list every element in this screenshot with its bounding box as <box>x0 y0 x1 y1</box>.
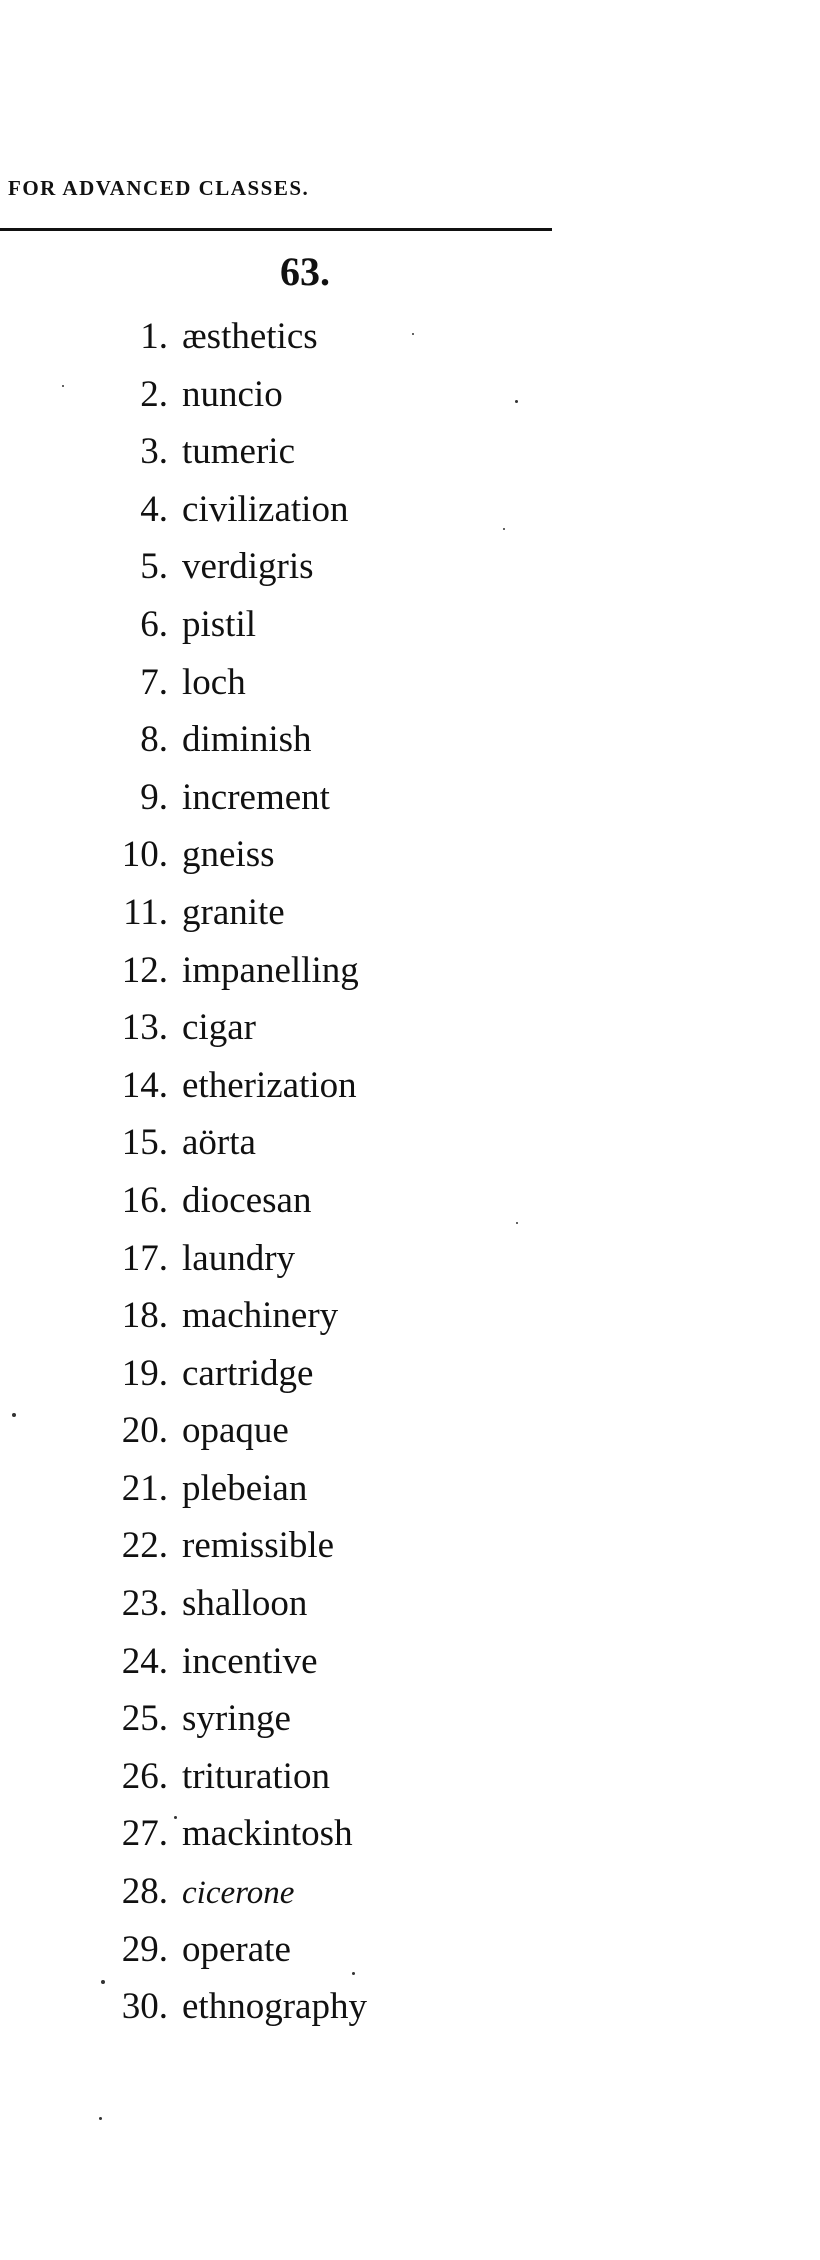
spelling-word: increment <box>182 776 330 818</box>
spelling-word: ethnography <box>182 1986 367 2028</box>
lesson-number: 63. <box>280 249 330 294</box>
word-list-item <box>0 366 367 424</box>
word-list-item <box>0 1057 367 1115</box>
word-number: 19. <box>121 1352 168 1394</box>
word-list-item <box>0 538 367 596</box>
spelling-word: cigar <box>182 1007 256 1049</box>
spelling-word: loch <box>182 661 246 703</box>
word-list-item <box>0 308 367 366</box>
word-number: 6. <box>140 603 168 645</box>
spelling-word: diocesan <box>182 1179 312 1221</box>
word-number: 5. <box>140 546 168 588</box>
word-list-item <box>0 1172 367 1230</box>
spelling-word: aörta <box>182 1122 256 1164</box>
spelling-word: remissible <box>182 1525 335 1567</box>
word-number: 26. <box>121 1755 168 1797</box>
word-number: 24. <box>121 1640 168 1682</box>
word-number: 14. <box>121 1064 168 1106</box>
spelling-word: tumeric <box>182 431 296 473</box>
word-list-item <box>0 1114 367 1172</box>
word-list-item <box>0 1633 367 1691</box>
spelling-word: trituration <box>182 1755 330 1797</box>
word-list-item <box>0 1517 367 1575</box>
word-number: 17. <box>121 1237 168 1279</box>
word-list-item <box>0 942 367 1000</box>
word-number: 16. <box>121 1179 168 1221</box>
spelling-word: verdigris <box>182 546 314 588</box>
spelling-word: nuncio <box>182 373 283 415</box>
scan-speck <box>515 400 518 403</box>
word-list-item <box>0 769 367 827</box>
word-list-item <box>0 481 367 539</box>
word-list-item <box>0 1805 367 1863</box>
spelling-word: cartridge <box>182 1352 314 1394</box>
spelling-word: plebeian <box>182 1467 308 1509</box>
scan-speck <box>62 385 64 387</box>
word-list-item <box>0 1690 367 1748</box>
word-list-item <box>0 1345 367 1403</box>
spelling-word: diminish <box>182 719 312 761</box>
word-number: 22. <box>121 1525 168 1567</box>
word-number: 7. <box>140 661 168 703</box>
spelling-word: pistil <box>182 603 257 645</box>
word-number: 23. <box>121 1583 168 1625</box>
spelling-word: cicerone <box>182 1875 295 1912</box>
word-number: 13. <box>121 1007 168 1049</box>
spelling-word: mackintosh <box>182 1813 353 1855</box>
word-number: 11. <box>123 891 168 933</box>
scan-speck <box>99 2117 102 2120</box>
word-list-item <box>0 1748 367 1806</box>
spelling-word: opaque <box>182 1410 289 1452</box>
word-number: 27. <box>121 1813 168 1855</box>
word-number: 1. <box>140 316 168 357</box>
word-list-item <box>0 1575 367 1633</box>
header-rule <box>0 228 552 231</box>
spelling-word: impanelling <box>182 949 359 991</box>
running-head: FOR ADVANCED CLASSES. <box>8 176 310 200</box>
word-number: 2. <box>140 373 168 415</box>
word-list-item <box>0 1460 367 1518</box>
word-list-item <box>0 999 367 1057</box>
word-number: 28. <box>121 1871 168 1913</box>
scan-speck <box>12 1413 16 1417</box>
word-list-item <box>0 884 367 942</box>
scan-speck <box>352 1972 355 1975</box>
word-list-item <box>0 1921 367 1979</box>
spelling-word: incentive <box>182 1640 318 1682</box>
scan-speck <box>516 1222 518 1224</box>
word-number: 21. <box>121 1467 168 1509</box>
word-number: 8. <box>140 719 168 761</box>
spelling-word: laundry <box>182 1237 296 1279</box>
scan-speck <box>101 1980 105 1984</box>
word-number: 25. <box>121 1698 168 1740</box>
word-list-item <box>0 1402 367 1460</box>
spelling-word-list <box>0 308 367 2036</box>
word-number: 29. <box>121 1928 168 1970</box>
spelling-word: syringe <box>182 1698 291 1740</box>
spelling-word: shalloon <box>182 1583 308 1625</box>
spelling-word: gneiss <box>182 834 275 876</box>
word-list-item <box>0 596 367 654</box>
word-list-item <box>0 1230 367 1288</box>
word-number: 12. <box>121 949 168 991</box>
spelling-word: granite <box>182 891 285 933</box>
spelling-word: æsthetics <box>182 316 318 357</box>
word-list-item <box>0 1978 367 2036</box>
spelling-word: operate <box>182 1928 291 1970</box>
spelling-word: civilization <box>182 488 349 530</box>
word-number: 3. <box>140 431 168 473</box>
word-number: 15. <box>121 1122 168 1164</box>
word-list-item <box>0 826 367 884</box>
word-number: 4. <box>140 488 168 530</box>
word-number: 10. <box>121 834 168 876</box>
word-list-item <box>0 711 367 769</box>
word-number: 30. <box>121 1986 168 2028</box>
word-list-item <box>0 423 367 481</box>
word-number: 20. <box>121 1410 168 1452</box>
scan-speck <box>503 528 505 530</box>
spelling-word: etherization <box>182 1064 357 1106</box>
scan-speck <box>412 333 414 335</box>
word-list-item <box>0 1863 367 1921</box>
word-number: 9. <box>140 776 168 818</box>
word-list-item <box>0 654 367 712</box>
word-number: 18. <box>121 1295 168 1337</box>
word-list-item <box>0 1287 367 1345</box>
scan-speck <box>174 1816 177 1819</box>
spelling-word: machinery <box>182 1295 339 1337</box>
